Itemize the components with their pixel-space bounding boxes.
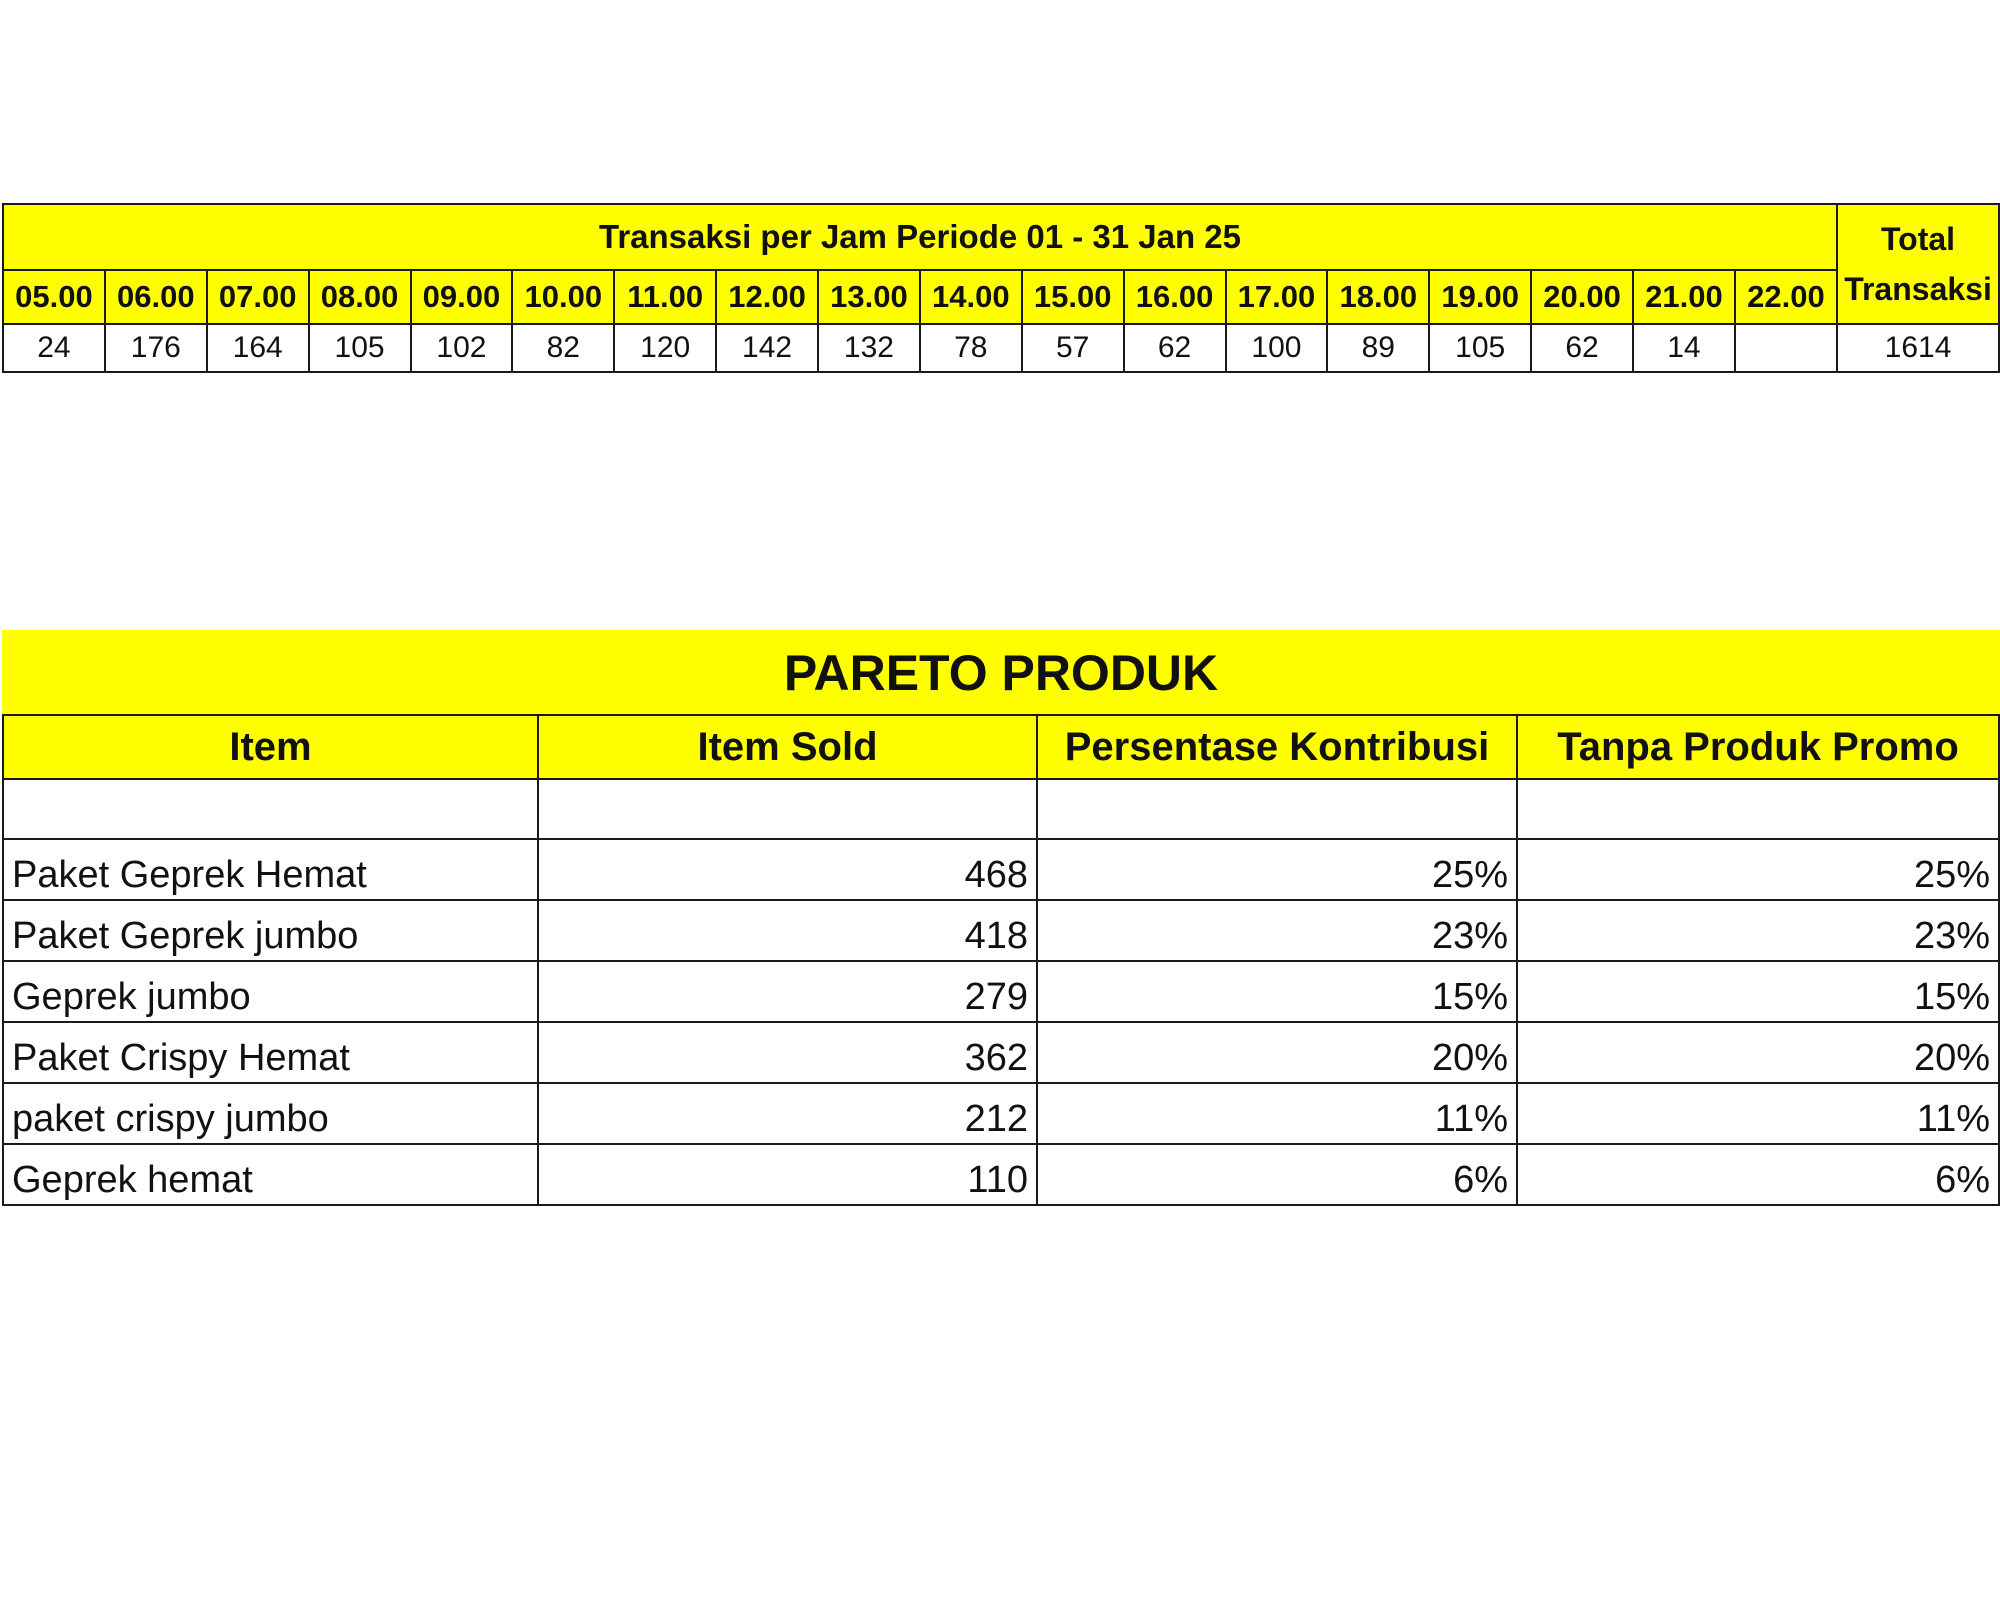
hour-value-cell: 102 <box>411 324 513 372</box>
item-name-cell: Geprek jumbo <box>3 961 538 1022</box>
hour-header-cell: 22.00 <box>1735 270 1837 324</box>
pareto-header-row <box>3 715 1999 779</box>
hour-header-cell: 11.00 <box>614 270 716 324</box>
column-header-persentase-kontribusi: Persentase Kontribusi <box>1037 715 1517 779</box>
persentase-kontribusi-cell: 6% <box>1037 1144 1517 1205</box>
hour-header-cell: 17.00 <box>1226 270 1328 324</box>
table-row <box>3 1144 1999 1205</box>
hourly-title-row <box>3 204 1999 270</box>
total-transaksi-header: Total Transaksi <box>1837 204 1999 324</box>
empty-cell <box>1037 779 1517 839</box>
persentase-kontribusi-cell: 20% <box>1037 1022 1517 1083</box>
hour-value-cell <box>1735 324 1837 372</box>
tanpa-produk-promo-cell: 15% <box>1517 961 1999 1022</box>
hour-header-cell: 06.00 <box>105 270 207 324</box>
column-header-item: Item <box>3 715 538 779</box>
hour-header-cell: 14.00 <box>920 270 1022 324</box>
hour-header-cell: 13.00 <box>818 270 920 324</box>
hour-header-cell: 09.00 <box>411 270 513 324</box>
hour-header-cell: 05.00 <box>3 270 105 324</box>
tanpa-produk-promo-cell: 6% <box>1517 1144 1999 1205</box>
persentase-kontribusi-cell: 25% <box>1037 839 1517 900</box>
item-sold-cell: 279 <box>538 961 1037 1022</box>
hour-header-cell: 10.00 <box>512 270 614 324</box>
item-name-cell: Paket Geprek jumbo <box>3 900 538 961</box>
total-transaksi-value: 1614 <box>1837 324 1999 372</box>
table-row <box>3 961 1999 1022</box>
hour-header-cell: 12.00 <box>716 270 818 324</box>
pareto-empty-row <box>3 779 1999 839</box>
hour-value-cell: 78 <box>920 324 1022 372</box>
column-header-tanpa-produk-promo: Tanpa Produk Promo <box>1517 715 1999 779</box>
hour-value-cell: 24 <box>3 324 105 372</box>
hour-value-row <box>3 324 1999 372</box>
hour-value-cell: 120 <box>614 324 716 372</box>
item-sold-cell: 110 <box>538 1144 1037 1205</box>
persentase-kontribusi-cell: 15% <box>1037 961 1517 1022</box>
pareto-table-title: PARETO PRODUK <box>3 631 1999 715</box>
pareto-title-row <box>3 631 1999 715</box>
empty-cell <box>538 779 1037 839</box>
hour-header-cell: 15.00 <box>1022 270 1124 324</box>
tanpa-produk-promo-cell: 23% <box>1517 900 1999 961</box>
hour-value-cell: 164 <box>207 324 309 372</box>
item-name-cell: paket crispy jumbo <box>3 1083 538 1144</box>
table-row <box>3 1083 1999 1144</box>
item-name-cell: Paket Crispy Hemat <box>3 1022 538 1083</box>
hour-value-cell: 89 <box>1327 324 1429 372</box>
hour-value-cell: 176 <box>105 324 207 372</box>
hour-header-cell: 21.00 <box>1633 270 1735 324</box>
pareto-produk-table <box>2 630 2000 1206</box>
hour-header-cell: 20.00 <box>1531 270 1633 324</box>
pareto-data-rows <box>3 839 1999 1205</box>
hour-value-cell: 105 <box>1429 324 1531 372</box>
hour-value-cell: 100 <box>1226 324 1328 372</box>
hourly-table-title: Transaksi per Jam Periode 01 - 31 Jan 25 <box>3 204 1837 270</box>
hour-header-cell: 19.00 <box>1429 270 1531 324</box>
hour-header-cell: 18.00 <box>1327 270 1429 324</box>
hour-header-cell: 07.00 <box>207 270 309 324</box>
table-row <box>3 1022 1999 1083</box>
item-name-cell: Paket Geprek Hemat <box>3 839 538 900</box>
table-row <box>3 839 1999 900</box>
item-sold-cell: 468 <box>538 839 1037 900</box>
hour-value-cell: 14 <box>1633 324 1735 372</box>
table-row <box>3 900 1999 961</box>
column-header-item-sold: Item Sold <box>538 715 1037 779</box>
hour-value-cell: 82 <box>512 324 614 372</box>
hour-value-cell: 57 <box>1022 324 1124 372</box>
hour-header-cell: 08.00 <box>309 270 411 324</box>
item-sold-cell: 418 <box>538 900 1037 961</box>
persentase-kontribusi-cell: 11% <box>1037 1083 1517 1144</box>
hourly-transactions-table <box>2 203 2000 373</box>
item-sold-cell: 362 <box>538 1022 1037 1083</box>
item-name-cell: Geprek hemat <box>3 1144 538 1205</box>
hour-value-cell: 62 <box>1124 324 1226 372</box>
hour-value-cell: 132 <box>818 324 920 372</box>
tanpa-produk-promo-cell: 11% <box>1517 1083 1999 1144</box>
hour-value-cell: 105 <box>309 324 411 372</box>
tanpa-produk-promo-cell: 25% <box>1517 839 1999 900</box>
item-sold-cell: 212 <box>538 1083 1037 1144</box>
persentase-kontribusi-cell: 23% <box>1037 900 1517 961</box>
empty-cell <box>3 779 538 839</box>
hour-value-cell: 142 <box>716 324 818 372</box>
empty-cell <box>1517 779 1999 839</box>
hour-header-row <box>3 270 1999 324</box>
tanpa-produk-promo-cell: 20% <box>1517 1022 1999 1083</box>
hour-value-cell: 62 <box>1531 324 1633 372</box>
hour-header-cell: 16.00 <box>1124 270 1226 324</box>
